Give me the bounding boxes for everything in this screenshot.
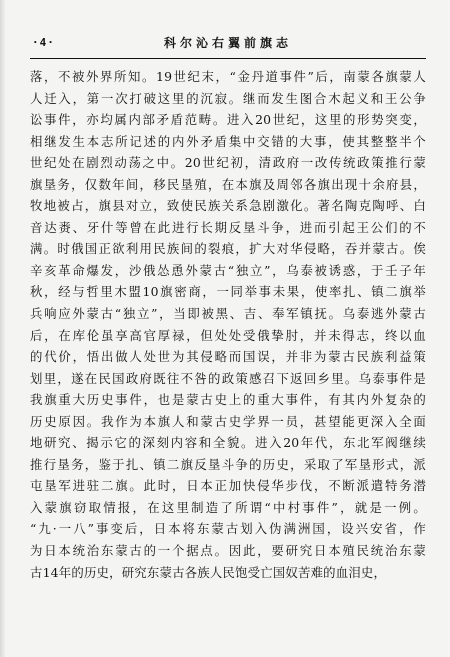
page-number: ·4· [32, 36, 55, 49]
text-line: 屯垦军进驻二旗。此时，日本正加快侵华步伐，不断派遣特务潜 [30, 478, 426, 494]
text-line: 牧地被占，旗县对立，致使民族关系急剧激化。著名陶克陶呼、白 [30, 198, 426, 214]
text-line: “九·一八”事变后，日本将东蒙古划入伪满洲国，设兴安省，作 [30, 521, 426, 537]
text-line: 兵响应外蒙古“独立”，当即被黑、吉、奉军镇抚。乌泰逃外蒙古 [30, 306, 426, 322]
text-line: 入蒙旗窃取情报，在这里制造了所谓“中村事件”，就是一例。 [30, 499, 426, 515]
text-line: 后，在库伦虽享高官厚禄，但处处受俄挚肘，并未得志，终以血 [30, 327, 426, 343]
text-line: 音达赉、牙什等曾在此进行长期反垦斗争，进而引起王公们的不 [30, 219, 426, 235]
page-binding-shadow [0, 0, 6, 657]
text-line: 我旗重大历史事件，也是蒙古史上的重大事件，有其内外复杂的 [30, 392, 426, 408]
text-line: 为日本统治东蒙古的一个据点。因此，要研究日本殖民统治东蒙 [30, 543, 426, 559]
text-line: 古14年的历史，研究东蒙古各族人民饱受亡国奴苦难的血泪史， [30, 564, 387, 580]
body-text [30, 66, 426, 583]
running-title: 科尔沁右翼前旗志 [163, 36, 292, 50]
text-line: 讼事件，亦均属内部矛盾范畴。进入20世纪，这里的形势突变， [30, 112, 426, 128]
page-header [30, 34, 426, 56]
text-line: 推行垦务，鉴于扎、镇二旗反垦斗争的历史，采取了军垦形式，派 [30, 456, 426, 472]
header-rule [30, 58, 426, 59]
text-line: 辛亥革命爆发，沙俄怂恿外蒙古“独立”，乌泰被诱惑，于壬子年 [30, 262, 426, 278]
text-line: 划里，遂在民国政府既往不咎的政策感召下返回乡里。乌泰事件是 [30, 370, 426, 386]
text-line: 地研究、揭示它的深刻内容和全貌。进入20年代，东北军阀继续 [30, 435, 426, 451]
text-line: 落，不被外界所知。19世纪末，“金丹道事件”后，南蒙各旗蒙人 [30, 69, 426, 84]
text-line: 满。时俄国正欲利用民族间的裂痕，扩大对华侵略，吞并蒙古。俟 [30, 241, 426, 257]
text-line: 历史原因。我作为本旗人和蒙古史学界一员，甚望能更深入全面 [30, 413, 426, 429]
text-line: 相继发生本志所记述的内外矛盾集中交错的大事，使其整整半个 [30, 133, 426, 149]
text-line: 的代价，悟出做人处世为其侵略而国误，并非为蒙古民族利益策 [30, 349, 426, 365]
text-line: 人迁入，第一次打破这里的沉寂。继而发生图合木起义和王公争 [30, 90, 426, 106]
text-line: 世纪处在剧烈动荡之中。20世纪初，清政府一改传统政策推行蒙 [30, 155, 426, 171]
text-line: 旗垦务，仅数年间，移民垦殖，在本旗及周邻各旗出现十余府县， [30, 176, 426, 192]
text-line: 秋，经与哲里木盟10旗密商，一同举事未果，使率扎、镇二旗举 [30, 284, 426, 300]
